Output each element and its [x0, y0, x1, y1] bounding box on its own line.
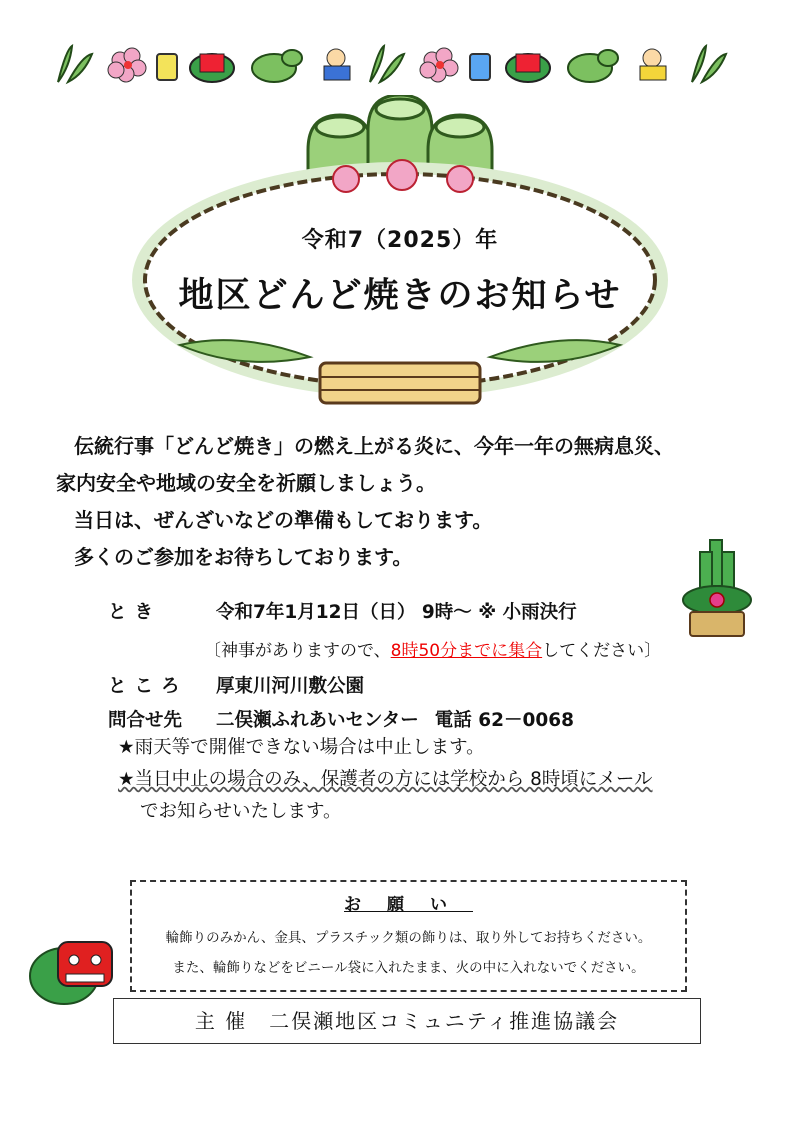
- lion-dance-icon: [506, 54, 550, 82]
- notes: [118, 732, 758, 828]
- contact-phone: 電話 62－0068: [434, 710, 574, 731]
- rain-note: ★雨天等で開催できない場合は中止します。: [118, 737, 485, 758]
- pine-icon: [252, 50, 302, 82]
- contact-center: 二俣瀬ふれあいセンター: [216, 710, 419, 731]
- mallet-icon: [157, 54, 177, 80]
- event-contact: [108, 706, 574, 732]
- pine-icon: [568, 50, 618, 82]
- title-year: 令和7（2025）年: [301, 228, 499, 253]
- gathering-time: 8時50分までに集合: [390, 641, 543, 661]
- cancel-note: ★当日中止の場合のみ、保護者の方には学校から 8時頃にメール: [118, 769, 653, 790]
- event-time: [108, 598, 577, 624]
- place-label: ところ: [108, 676, 188, 697]
- page-title: 地区どんど焼きのお知らせ: [178, 276, 622, 316]
- kite-boy-icon: [324, 49, 350, 80]
- straw-base-icon: [320, 363, 480, 403]
- kite-boy-icon: [640, 49, 666, 80]
- lion-dance-icon: [190, 54, 234, 82]
- request-title: お願い: [344, 895, 473, 915]
- shinji-prefix: 〔神事がありますので、: [204, 641, 391, 661]
- intro-line: 多くのご参加をお待ちしております。: [74, 545, 413, 569]
- shinji-notice: [204, 636, 661, 661]
- bamboo-leaf-icon: [692, 46, 726, 82]
- time-label: とき: [108, 602, 162, 623]
- intro-line: 家内安全や地域の安全を祈願しましょう。: [56, 471, 436, 495]
- mallet-icon: [470, 54, 490, 80]
- contact-label: 問合せ先: [108, 710, 183, 731]
- place-value: 厚東川河川敷公園: [216, 676, 365, 697]
- time-value: 令和7年1月12日（日） 9時～ ※ 小雨決行: [216, 602, 577, 623]
- shishimai-icon: [24, 928, 120, 1010]
- intro-line: 伝統行事「どんど焼き」の燃え上がる炎に、今年一年の無病息災、: [74, 434, 674, 458]
- host-organization: 主 催 二俣瀬地区コミュニティ推進協議会: [113, 998, 701, 1044]
- bamboo-leaf-icon: [58, 46, 92, 82]
- event-place: [108, 672, 364, 698]
- intro-text: [56, 428, 776, 576]
- kadomatsu-icon: [680, 538, 754, 642]
- plum-blossom-icon: [420, 48, 458, 82]
- request-line: また、輪飾りなどをビニール袋に入れたまま、火の中に入れないでください。: [172, 960, 645, 976]
- intro-line: 当日は、ぜんざいなどの準備もしております。: [74, 508, 493, 532]
- plum-blossom-icon: [108, 48, 146, 82]
- title-frame-illustration: [120, 95, 680, 415]
- request-box: [130, 880, 687, 992]
- shinji-suffix: してください〕: [542, 641, 662, 661]
- cancel-note-cont: でお知らせいたします。: [140, 801, 342, 822]
- bamboo-leaf-icon: [370, 46, 404, 82]
- decoration-row: [52, 44, 752, 86]
- request-line: 輪飾りのみかん、金具、プラスチック類の飾りは、取り外してお持ちください。: [165, 930, 652, 946]
